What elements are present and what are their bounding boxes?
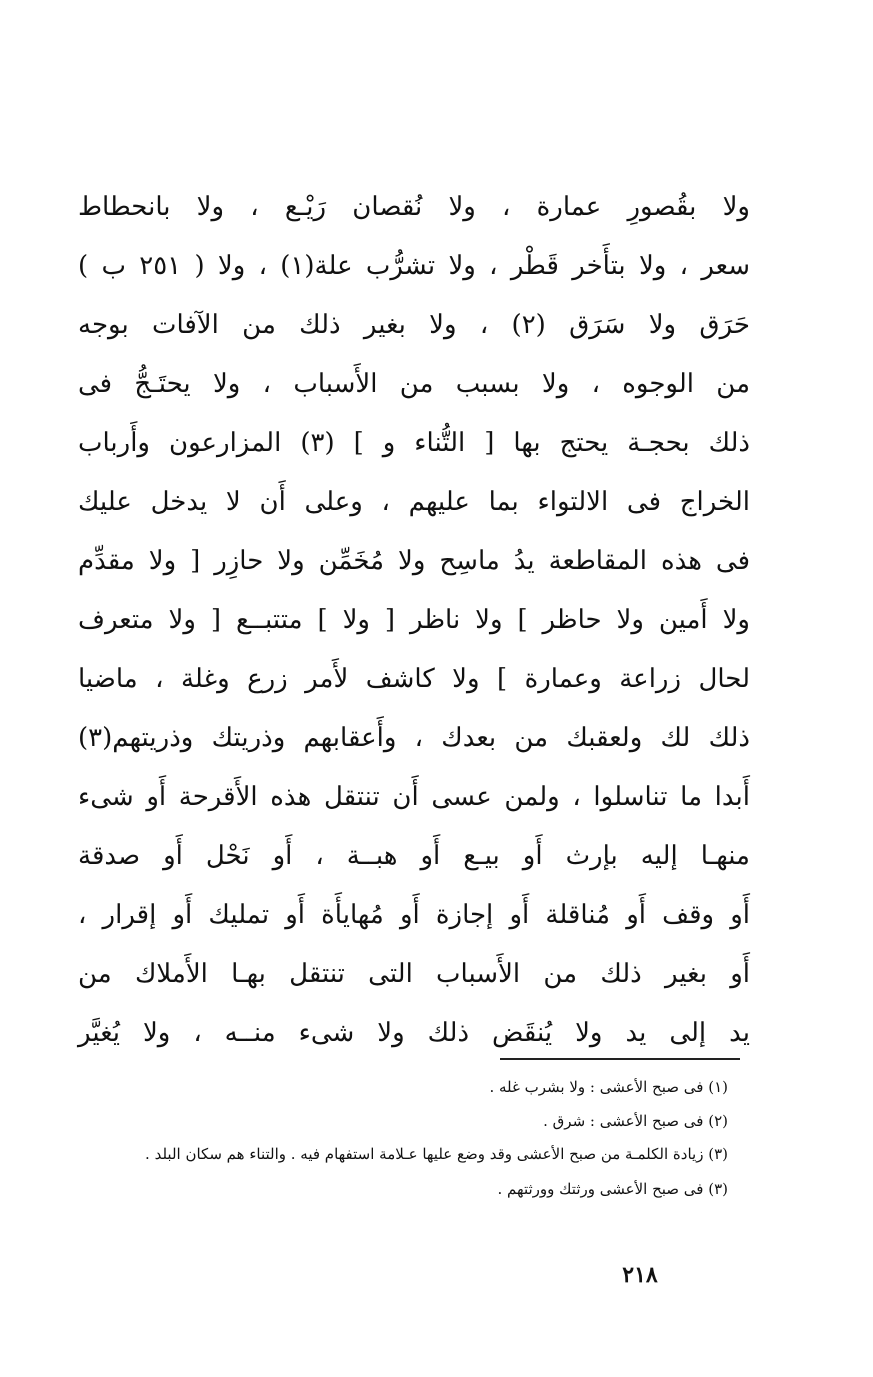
text-line-7: فى هذه المقاطعة يدُ ماسِح ولا مُخَمِّن ولا حازِر [ ولا مقدِّم (78, 546, 750, 576)
footnote-3: (٣) زيادة الكلمـة من صبح الأعشى وقد وضع عليها عـلامة استفهام فيه . والتناء هم سكان البلد . (145, 1145, 728, 1163)
footnote-4: (٣) فى صبح الأعشى ورثتك وورثتهم . (497, 1180, 728, 1198)
text-line-4: من الوجوه ، ولا بسبب من الأَسباب ، ولا يحتَـجُّ فى (78, 369, 750, 399)
page-number: ٢١٨ (622, 1262, 658, 1288)
text-line-8: ولا أَمين ولا حاظر ] ولا ناظر [ ولا ] متتبــع [ ولا متعرف (78, 605, 750, 635)
text-line-15: يد إلى يد ولا يُنقَض ذلك ولا شىء منــه ، ولا يُغيَّر (78, 1018, 750, 1048)
main-text-block (78, 178, 750, 1063)
text-line-13: أَو وقف أَو مُناقلة أَو إجازة أَو مُهايأَة أَو تمليك أَو إقرار ، (78, 900, 750, 930)
text-line-1: ولا بقُصورِ عمارة ، ولا نُقصان رَيْـع ، ولا بانحطاط (78, 192, 750, 222)
footnote-separator (500, 1058, 740, 1060)
footnote-2: (٢) فى صبح الأعشى : شرق . (543, 1112, 728, 1130)
text-line-14: أَو بغير ذلك من الأَسباب التى تنتقل بهـا الأَملاك من (78, 959, 750, 989)
footnotes (78, 1070, 728, 1206)
text-line-11: أَبدا ما تناسلوا ، ولمن عسى أَن تنتقل هذه الأَقرحة أَو شىء (78, 782, 750, 812)
text-line-10: ذلك لك ولعقبك من بعدك ، وأَعقابهم وذريتك وذريتهم(٣) (78, 723, 750, 753)
text-line-2: سعر ، ولا بتأَخر قَطْر ، ولا تشرُّب علة(١) ، ولا ( ٢٥١ ب ) (78, 251, 751, 281)
text-line-9: لحال زراعة وعمارة ] ولا كاشف لأَمر زرع وغلة ، ماضيا (78, 664, 750, 694)
footnote-1: (١) فى صبح الأعشى : ولا بشرب غله . (489, 1078, 728, 1096)
text-line-12: منهـا إليه بإرث أَو بيـع أَو هبــة ، أَو نَحْل أَو صدقة (78, 841, 750, 871)
text-line-3: حَرَق ولا سَرَق (٢) ، ولا بغير ذلك من الآفات بوجه (78, 310, 751, 340)
text-line-6: الخراج فى الالتواء بما عليهم ، وعلى أَن لا يدخل عليك (78, 487, 750, 517)
text-line-5: ذلك بحجـة يحتج بها [ التُّناء و ] (٣) المزارعون وأَرباب (78, 428, 751, 458)
